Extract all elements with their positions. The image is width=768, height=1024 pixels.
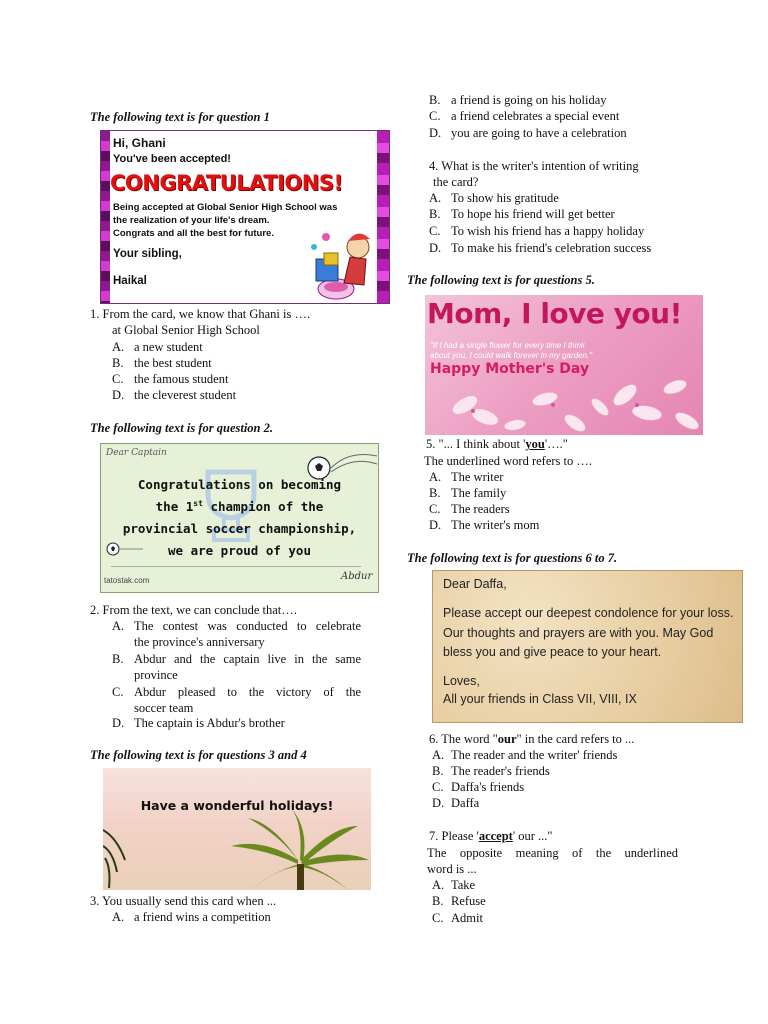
q1-option-d[interactable]: D. the cleverest student bbox=[112, 388, 237, 402]
q2-option-c[interactable]: C. Abdur pleased to the victory of the soccer team bbox=[112, 685, 361, 715]
q7-option-c[interactable]: C. Admit bbox=[432, 911, 483, 925]
q7-option-b[interactable]: B. Refuse bbox=[432, 894, 486, 908]
q3-option-a[interactable]: A. a friend wins a competition bbox=[112, 910, 271, 924]
q7-stem-cont-2: word is ... bbox=[427, 862, 477, 876]
card1-banner: CONGRATULATIONS! bbox=[110, 171, 343, 195]
q1-stem-cont: at Global Senior High School bbox=[112, 323, 260, 337]
q1-option-b[interactable]: B. the best student bbox=[112, 356, 212, 370]
heading-questions-3-4: The following text is for questions 3 and 4 bbox=[90, 748, 307, 762]
q7-stem: 7. Please 'accept' our ..." bbox=[429, 829, 553, 843]
soccer-congratulations-card bbox=[100, 443, 379, 593]
q5-option-a[interactable]: A. The writer bbox=[429, 470, 504, 484]
card6-body-2: Our thoughts and prayers are with you. May God bbox=[443, 626, 714, 640]
card3-text: Have a wonderful holidays! bbox=[140, 798, 334, 813]
q7-stem-cont: The opposite meaning of the underlined bbox=[427, 846, 678, 860]
q6-option-a[interactable]: A. The reader and the writer' friends bbox=[432, 748, 618, 762]
card6-signature: All your friends in Class VII, VIII, IX bbox=[443, 692, 637, 706]
card2-line2: the 1st champion of the bbox=[155, 499, 324, 515]
card5-subtitle: Happy Mother's Day bbox=[430, 361, 590, 377]
q6-option-d[interactable]: D. Daffa bbox=[432, 796, 480, 810]
q5-option-c[interactable]: C. The readers bbox=[429, 502, 510, 516]
q3-stem: 3. You usually send this card when ... bbox=[90, 894, 277, 908]
palm-tree-illustration bbox=[103, 768, 371, 890]
q2-option-d[interactable]: D. The captain is Abdur's brother bbox=[112, 716, 285, 730]
q3-option-c[interactable]: C. a friend celebrates a special event bbox=[429, 109, 620, 123]
card1-closing: Your sibling, bbox=[113, 248, 182, 260]
signature-line bbox=[111, 566, 361, 567]
q7-option-a[interactable]: A. Take bbox=[432, 878, 476, 892]
q5-option-d[interactable]: D. The writer's mom bbox=[429, 518, 540, 532]
holiday-card bbox=[103, 768, 371, 890]
q4-stem-cont: the card? bbox=[433, 175, 479, 189]
card2-line1: Congratulations on becoming bbox=[137, 477, 342, 492]
heading-question-5: The following text is for questions 5. bbox=[407, 273, 595, 287]
q1-option-a[interactable]: A. a new student bbox=[112, 340, 203, 354]
small-soccer-ball-icon bbox=[105, 542, 145, 556]
condolence-card bbox=[432, 570, 743, 723]
card1-signature: Haikal bbox=[113, 275, 147, 287]
card2-line3: provincial soccer championship, bbox=[122, 521, 357, 536]
q3-option-d[interactable]: D. you are going to have a celebration bbox=[429, 126, 627, 140]
q2-option-a[interactable]: A. The contest was conducted to celebrate the province's anniversary bbox=[112, 619, 361, 649]
q4-option-b[interactable]: B. To hope his friend will get better bbox=[429, 207, 615, 221]
card5-title: Mom, I love you! bbox=[427, 297, 682, 330]
card6-salutation: Dear Daffa, bbox=[443, 577, 507, 591]
card2-signature: Abdur bbox=[341, 571, 373, 582]
cartoon-party-illustration bbox=[306, 223, 378, 303]
heading-question-2: The following text is for question 2. bbox=[90, 421, 274, 435]
card1-accepted: You've been accepted! bbox=[113, 153, 231, 165]
card2-line4: we are proud of you bbox=[168, 543, 311, 558]
heading-question-1: The following text is for question 1 bbox=[90, 110, 270, 124]
q4-stem: 4. What is the writer's intention of writing bbox=[429, 159, 639, 173]
card1-body: Being accepted at Global Senior High School was the realization of your life's dream. Congrats and all the best for future. bbox=[113, 202, 338, 239]
q1-option-c[interactable]: C. the famous student bbox=[112, 372, 229, 386]
decorative-border-right bbox=[377, 131, 389, 303]
q5-stem: 5. "... I think about 'you'…." bbox=[426, 437, 568, 451]
q5-stem-cont: The underlined word refers to …. bbox=[424, 454, 592, 468]
q6-stem: 6. The word "our" in the card refers to ... bbox=[429, 732, 635, 746]
mothers-day-card bbox=[425, 295, 703, 435]
q6-option-c[interactable]: C. Daffa's friends bbox=[432, 780, 525, 794]
card6-body-1: Please accept our deepest condolence for your loss. bbox=[443, 606, 734, 620]
q6-option-b[interactable]: B. The reader's friends bbox=[432, 764, 550, 778]
q2-stem: 2. From the text, we can conclude that…. bbox=[90, 603, 297, 617]
card2-watermark: tatostak.com bbox=[104, 576, 150, 585]
q1-stem: 1. From the card, we know that Ghani is …. bbox=[90, 307, 311, 321]
card6-closing: Loves, bbox=[443, 674, 480, 688]
decorative-border-left bbox=[101, 131, 110, 303]
heading-questions-6-7: The following text is for questions 6 to 7. bbox=[407, 551, 618, 565]
card1-greeting: Hi, Ghani bbox=[113, 136, 166, 150]
q2-option-b[interactable]: B. Abdur and the captain live in the same province bbox=[112, 652, 361, 682]
q3-option-b[interactable]: B. a friend is going on his holiday bbox=[429, 93, 607, 107]
q4-option-d[interactable]: D. To make his friend's celebration success bbox=[429, 241, 652, 255]
card6-body-3: bless you and give peace to your heart. bbox=[443, 645, 662, 659]
card2-salutation: Dear Captain bbox=[106, 448, 167, 458]
q5-option-b[interactable]: B. The family bbox=[429, 486, 507, 500]
q4-option-c[interactable]: C. To wish his friend has a happy holiday bbox=[429, 224, 645, 238]
congratulations-card bbox=[100, 130, 390, 304]
card5-quote: "If I had a single flower for every time I think about you, I could walk forever in my garden." bbox=[430, 341, 593, 360]
q4-option-a[interactable]: A. To show his gratitude bbox=[429, 191, 559, 205]
